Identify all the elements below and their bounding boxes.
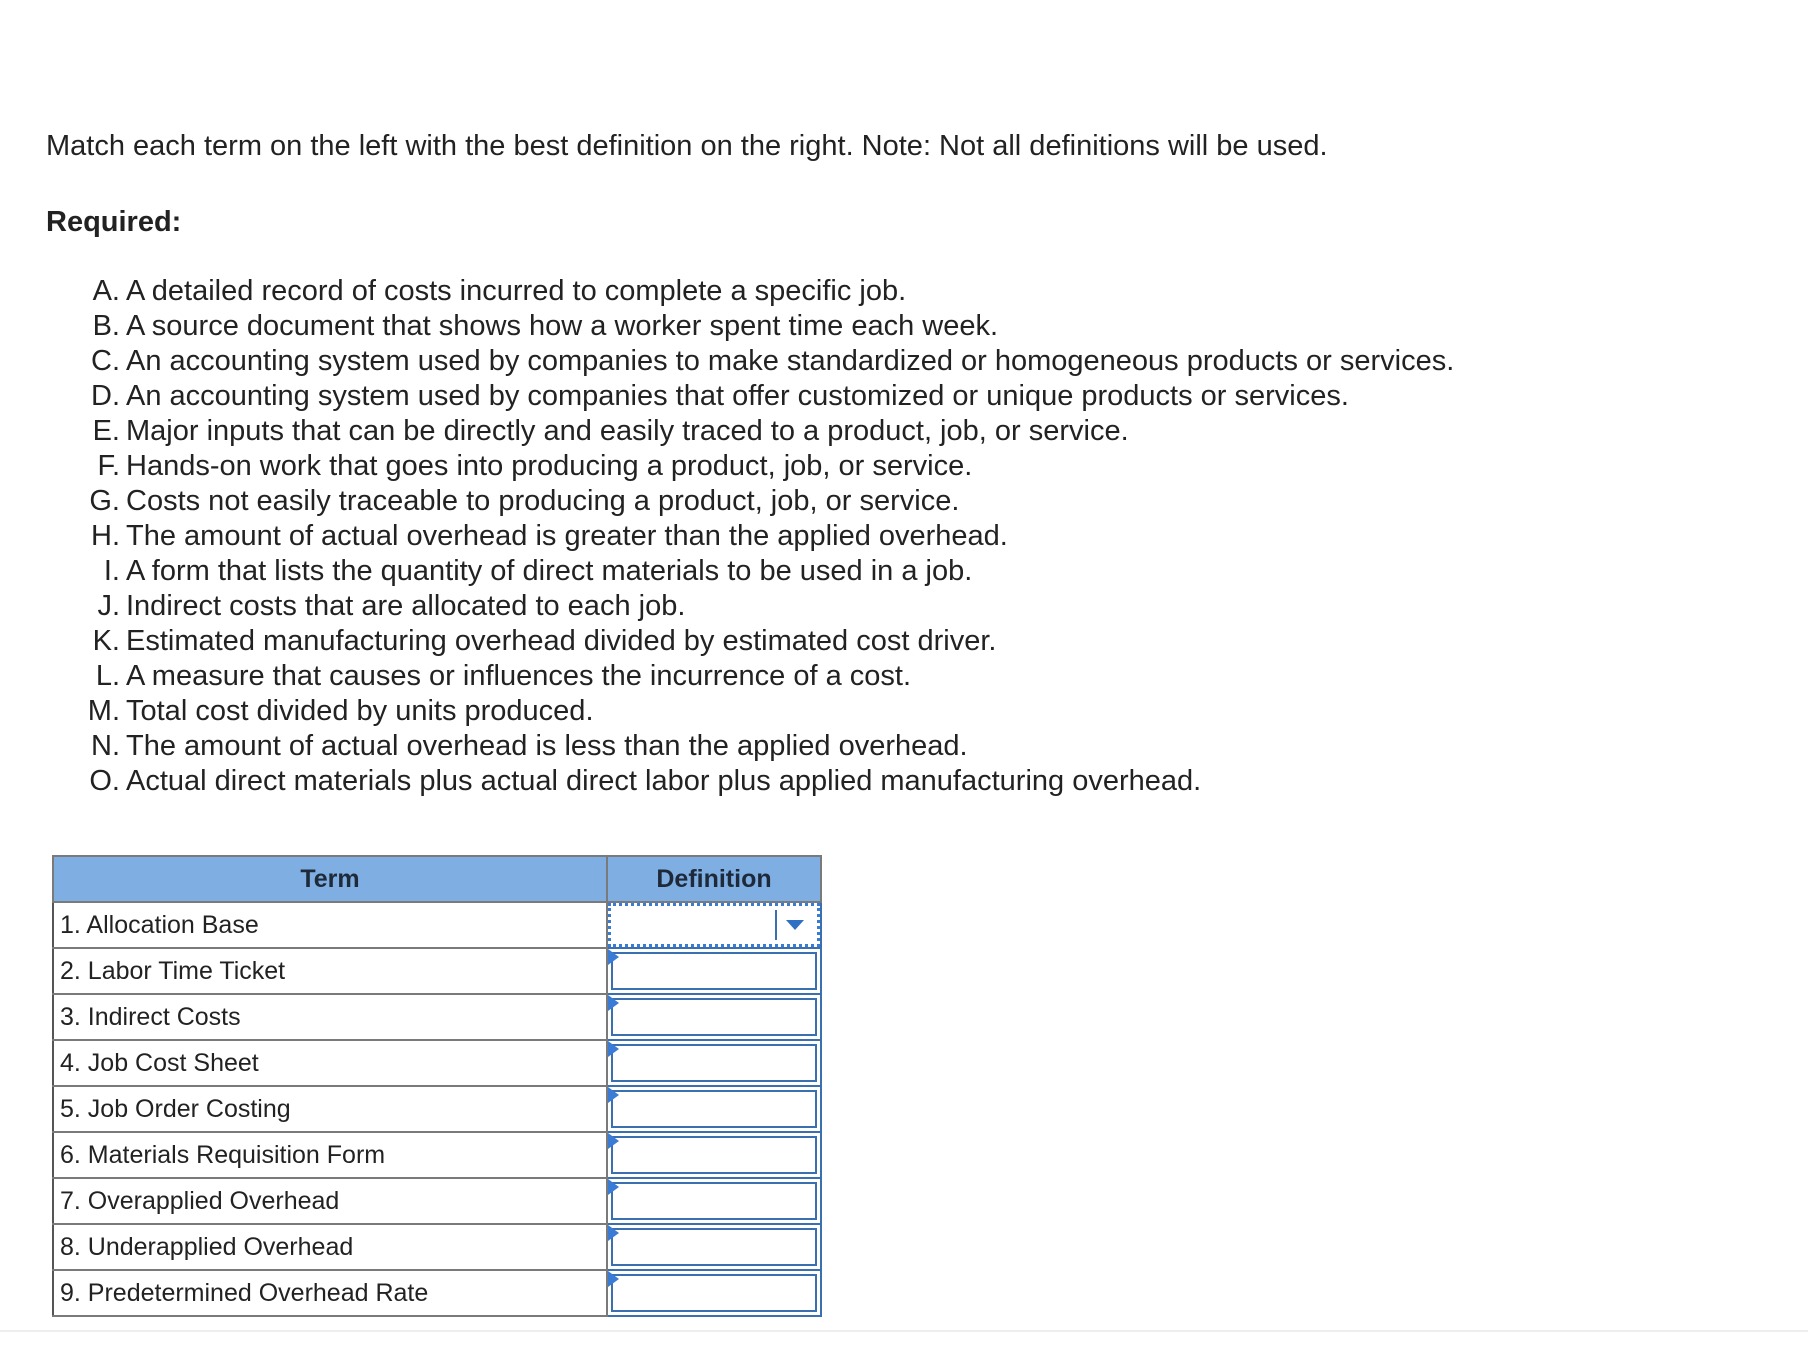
definition-text: Major inputs that can be directly and easily traced to a product, job, or service. bbox=[126, 415, 1129, 447]
cell-marker-icon bbox=[608, 1041, 619, 1057]
definition-dropdown[interactable] bbox=[611, 998, 817, 1036]
definition-column-header: Definition bbox=[607, 856, 821, 902]
definition-text: Costs not easily traceable to producing a product, job, or service. bbox=[126, 485, 960, 517]
definition-item bbox=[82, 764, 1454, 799]
definition-item bbox=[82, 729, 1454, 764]
bottom-divider bbox=[0, 1330, 1808, 1332]
cell-marker-icon bbox=[608, 995, 619, 1011]
cell-marker-icon bbox=[608, 1179, 619, 1195]
definition-item bbox=[82, 414, 1454, 449]
definition-letter: J. bbox=[97, 590, 120, 622]
definition-letter: I. bbox=[103, 555, 120, 587]
definition-letter: N. bbox=[91, 730, 120, 762]
definition-item bbox=[82, 379, 1454, 414]
definition-dropdown[interactable] bbox=[611, 1090, 817, 1128]
definition-select[interactable] bbox=[607, 1132, 821, 1178]
definition-select[interactable] bbox=[607, 1224, 821, 1270]
term-cell: 5. Job Order Costing bbox=[53, 1086, 607, 1132]
definition-item bbox=[82, 484, 1454, 519]
definition-text: Hands-on work that goes into producing a product, job, or service. bbox=[126, 450, 973, 482]
definition-select[interactable] bbox=[607, 948, 821, 994]
definition-letter: A. bbox=[92, 275, 120, 307]
table-row bbox=[53, 1224, 821, 1270]
term-cell: 4. Job Cost Sheet bbox=[53, 1040, 607, 1086]
definition-letter: H. bbox=[91, 520, 120, 552]
definition-letter: E. bbox=[92, 415, 120, 447]
definition-letter: B. bbox=[92, 310, 120, 342]
definition-select[interactable] bbox=[607, 1270, 821, 1316]
cell-marker-icon bbox=[608, 1087, 619, 1103]
term-column-header: Term bbox=[53, 856, 607, 902]
term-cell: 7. Overapplied Overhead bbox=[53, 1178, 607, 1224]
definition-item bbox=[82, 554, 1454, 589]
definition-text: An accounting system used by companies that offer customized or unique products or services. bbox=[126, 380, 1349, 412]
table-row bbox=[53, 948, 821, 994]
definition-select[interactable] bbox=[607, 994, 821, 1040]
definition-dropdown[interactable] bbox=[611, 1228, 817, 1266]
definition-item bbox=[82, 624, 1454, 659]
chevron-down-icon bbox=[786, 920, 804, 930]
definition-letter: D. bbox=[91, 380, 120, 412]
definition-text: A source document that shows how a worker spent time each week. bbox=[126, 310, 999, 342]
definition-text: Indirect costs that are allocated to each job. bbox=[126, 590, 686, 622]
term-cell: 2. Labor Time Ticket bbox=[53, 948, 607, 994]
dropdown-button[interactable] bbox=[775, 910, 813, 940]
definition-dropdown[interactable] bbox=[611, 1182, 817, 1220]
cell-marker-icon bbox=[608, 1133, 619, 1149]
definition-letter: F. bbox=[97, 450, 120, 482]
definitions-list bbox=[82, 274, 1454, 799]
table-row bbox=[53, 1040, 821, 1086]
term-cell: 8. Underapplied Overhead bbox=[53, 1224, 607, 1270]
cell-marker-icon bbox=[608, 1225, 619, 1241]
term-cell: 9. Predetermined Overhead Rate bbox=[53, 1270, 607, 1316]
definition-letter: O. bbox=[89, 765, 120, 797]
definition-dropdown[interactable] bbox=[611, 952, 817, 990]
cell-marker-icon bbox=[608, 949, 619, 965]
table-header-row bbox=[53, 856, 821, 902]
definition-dropdown[interactable] bbox=[611, 1136, 817, 1174]
definition-text: The amount of actual overhead is greater than the applied overhead. bbox=[126, 520, 1008, 552]
instructions-text: Match each term on the left with the best definition on the right. Note: Not all definitions will be used. bbox=[46, 130, 1328, 162]
definition-text: Total cost divided by units produced. bbox=[126, 695, 594, 727]
definition-item bbox=[82, 694, 1454, 729]
definition-dropdown[interactable] bbox=[611, 1044, 817, 1082]
definition-letter: G. bbox=[89, 485, 120, 517]
definition-text: A detailed record of costs incurred to complete a specific job. bbox=[126, 275, 907, 307]
definition-text: Actual direct materials plus actual direct labor plus applied manufacturing overhead. bbox=[126, 765, 1202, 797]
definition-text: An accounting system used by companies to make standardized or homogeneous products or services. bbox=[126, 345, 1455, 377]
definition-item bbox=[82, 659, 1454, 694]
definition-item bbox=[82, 589, 1454, 624]
term-cell: 3. Indirect Costs bbox=[53, 994, 607, 1040]
definition-letter: C. bbox=[91, 345, 120, 377]
table-row bbox=[53, 1178, 821, 1224]
table-row bbox=[53, 1132, 821, 1178]
term-cell: 6. Materials Requisition Form bbox=[53, 1132, 607, 1178]
definition-select[interactable] bbox=[607, 902, 821, 948]
cell-marker-icon bbox=[608, 1271, 619, 1287]
definition-dropdown[interactable] bbox=[611, 1274, 817, 1312]
definition-letter: M. bbox=[87, 695, 120, 727]
definition-letter: L. bbox=[95, 660, 120, 692]
definition-select[interactable] bbox=[607, 1178, 821, 1224]
definition-letter: K. bbox=[92, 625, 120, 657]
definition-select[interactable] bbox=[607, 1086, 821, 1132]
matching-table bbox=[52, 855, 822, 1317]
definition-item bbox=[82, 309, 1454, 344]
definition-text: A form that lists the quantity of direct materials to be used in a job. bbox=[126, 555, 973, 587]
definition-item bbox=[82, 344, 1454, 379]
definition-dropdown[interactable] bbox=[608, 903, 820, 947]
term-cell: 1. Allocation Base bbox=[53, 902, 607, 948]
table-row bbox=[53, 1270, 821, 1316]
required-heading: Required: bbox=[46, 206, 182, 238]
definition-item bbox=[82, 274, 1454, 309]
table-row bbox=[53, 1086, 821, 1132]
definition-text: A measure that causes or influences the incurrence of a cost. bbox=[126, 660, 912, 692]
definition-select[interactable] bbox=[607, 1040, 821, 1086]
table-row bbox=[53, 994, 821, 1040]
definition-item bbox=[82, 519, 1454, 554]
definition-text: Estimated manufacturing overhead divided by estimated cost driver. bbox=[126, 625, 997, 657]
definition-item bbox=[82, 449, 1454, 484]
definition-text: The amount of actual overhead is less than the applied overhead. bbox=[126, 730, 968, 762]
table-row bbox=[53, 902, 821, 948]
